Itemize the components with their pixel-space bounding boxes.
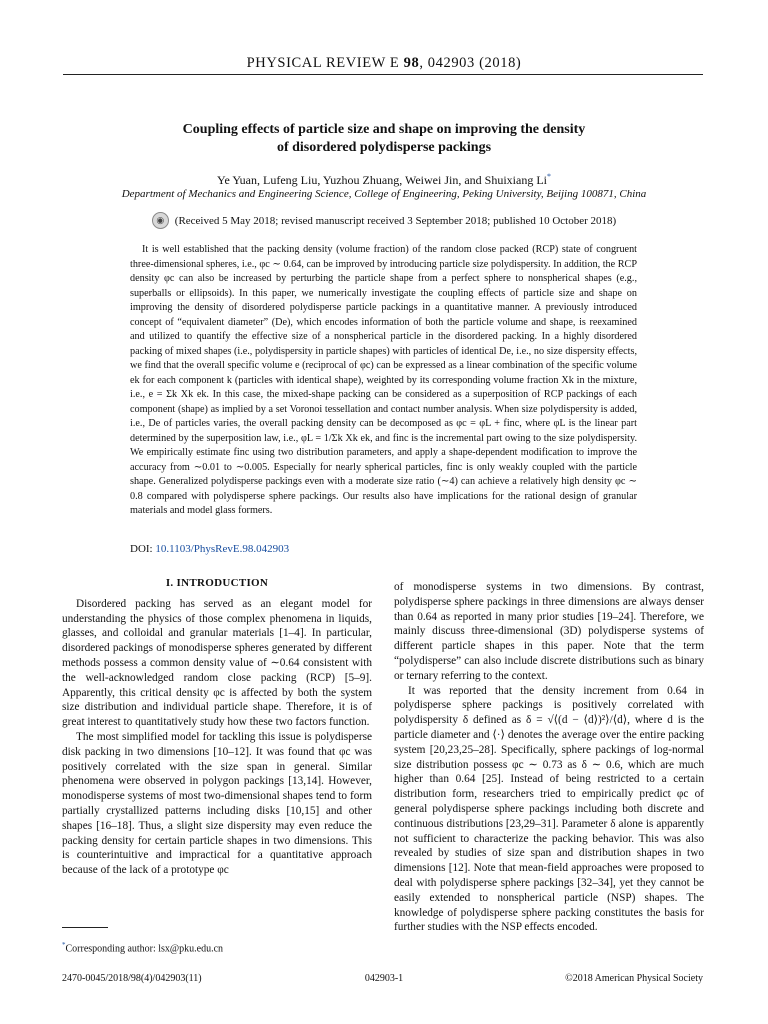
footer-copyright: ©2018 American Physical Society [565, 973, 703, 984]
intro-paragraph-1: Disordered packing has served as an elegant model for understanding the physics of those complex phenomena in liquids, glasses, and colloidal and granular materials [1–4]. In particular, disordered packings of monodisperse spheres generated by different methods possess a common density value of ∼0.64 consistent with the well-acknowledged random close packing (RCP) [5–9]. Apparently, this critical density φc is affected by both the system size distribution and individual particle shape. Therefore, it is of great interest to quantitatively study how these two factors function. [62, 597, 372, 729]
intro-paragraph-2: The most simplified model for tackling this issue is polydisperse disk packing in two dimensions [10–12]. It was found that φc was positively correlated with the size span in general. Similar phenomena were observed in polygon packings [13,14]. However, monodisperse systems of most two-dimensional shapes tend to form partially crystallized patterns including disks [10,15] and other shapes [16–18]. Thus, a slight size dispersity may even reduce the packing density for certain particle shapes in two dimensions. This is counterintuitive and impractical for a quantitative approach because of the lack of a prototype φc [62, 730, 372, 877]
journal-name: PHYSICAL REVIEW E [246, 55, 400, 71]
header-rule [63, 74, 703, 75]
footnote-rule [62, 927, 108, 928]
footnote [62, 941, 223, 954]
title-line-1: Coupling effects of particle size and shape on improving the density [182, 122, 586, 137]
affiliation: Department of Mechanics and Engineering Science, College of Engineering, Peking University, Beijing 100871, China [121, 188, 647, 200]
abstract-text: It is well established that the packing density (volume fraction) of the random close packed (RCP) state of congruent three-dimensional spheres, i.e., φc ∼ 0.64, can be improved by introducing particle size polydispersity. In addition, the RCP density φc can also be increased by perturbing the particle shape from a perfect sphere to nonspherical shapes (e.g., superballs or ellipsoids). In this paper, we numerically investigate the coupling effects of particle size and shape on improving the density of disordered polydisperse particle packings in a quantitative manner. A previously introduced concept of “equivalent diameter” (De), which encodes information of both the particle volume and shape, is reexamined and utilized to quantify the effective size of a nonspherical particle in the disordered packing. In a highly disordered packing of mixed shapes (i.e., polydispersity in particle shapes) with particles of identical De, i.e., no size dispersity effects, we find that the overall specific volume e (reciprocal of φc) can be expressed as a linear combination of the specific volume ek for each component k (particles with identical shape), weighted by its corresponding volume fraction Xk in the mixture, i.e., e = Σk Xk ek. In this case, the mixed-shape packing can be considered as a superposition of RCP packings of each component (shape) as implied by a set Voronoi tessellation and contact number analysis. When size polydispersity is added, i.e., De of particles varies, the overall packing density can be decomposed as φc = φL + finc, where φL is the linear part determined by the superposition law, i.e., φL = 1/Σk Xk ek, and finc is the incremental part owing to the size polydispersity. We empirically estimate finc using two distribution parameters, and apply a shape-dependent modification to improve the accuracy from ∼0.01 to ∼0.005. Especially for nearly spherical particles, finc is only weakly coupled with the particle shape. Generalized polydisperse packings even with a moderate size ratio (∼4) can achieve a relatively high density φc ∼ 0.8 compared with polydisperse sphere packings. Our results also have implications for the rational design of granular materials and model glass formers. [130, 244, 637, 516]
author-list [60, 172, 708, 188]
footnote-text: Corresponding author: lsx@pku.edu.cn [65, 943, 224, 955]
author-names: Ye Yuan, Lufeng Liu, Yuzhou Zhuang, Weiwei Jin, and Shuixiang Li [217, 173, 547, 187]
paper-title [60, 121, 708, 157]
received-dates [60, 213, 708, 230]
intro-paragraph-3: of monodisperse systems in two dimensions. By contrast, polydisperse sphere packings in three dimensions are always denser than 0.64 as reported in many prior studies [19–24]. Therefore, we mainly discuss three-dimensional (3D) polydisperse systems of different particle shapes in this paper. Note that the term “polydisperse” can also include discrete distributions such as binary or ternary referring to the context. [394, 581, 704, 682]
section-heading: I. INTRODUCTION [165, 577, 269, 589]
journal-volume: 98 [403, 55, 420, 71]
journal-header [0, 55, 768, 72]
doi-label: DOI: [130, 543, 156, 555]
abstract [130, 243, 637, 519]
footer-page-number: 042903-1 [364, 973, 404, 984]
right-column [394, 580, 704, 935]
article-number: , 042903 (2018) [419, 55, 522, 71]
title-line-2: of disordered polydisperse packings [276, 140, 492, 155]
footnote-marker: * [62, 941, 66, 949]
doi-line [130, 543, 289, 555]
footer-issn: 2470-0045/2018/98(4)/042903(11) [62, 973, 202, 984]
intro-paragraph-4: It was reported that the density increment from 0.64 in polydisperse sphere packings is positively correlated with polydispersity δ defined as δ = √⟨(d − ⟨d⟩)²⟩/⟨d⟩, where d is the particle diameter and ⟨·⟩ denotes the average over the entire packing system [20,23,25–28]. Specifically, sphere packings of log-normal size distribution possess φc ∼ 0.73 as δ ∼ 0.6, which are much higher than 0.64 [25]. Instead of being restricted to a certain distribution form, researchers tried to empirically predict φc of general polydisperse sphere packings including both discrete and continuous distributions [23,29–31]. Parameter δ alone is apparently not sufficient to characterize the packing behavior. This was also revealed by studies of size span and distribution shapes in two dimensions [12]. Note that mean-field approaches were proposed to deal with polydisperse sphere packings [32–34], yet they cannot be easily extended to nonspherical particle (NSP) shapes. The knowledge of polydisperse sphere packing constitutes the basis for further studies with the NSP effects encoded. [394, 684, 704, 934]
corresponding-author-marker[interactable]: * [547, 172, 551, 181]
received-text: (Received 5 May 2018; revised manuscript received 3 September 2018; published 10 October 2018) [174, 215, 617, 228]
left-column [62, 576, 372, 878]
doi-link[interactable]: 10.1103/PhysRevE.98.042903 [155, 543, 290, 555]
check-for-updates-icon[interactable]: ◉ [152, 212, 169, 229]
